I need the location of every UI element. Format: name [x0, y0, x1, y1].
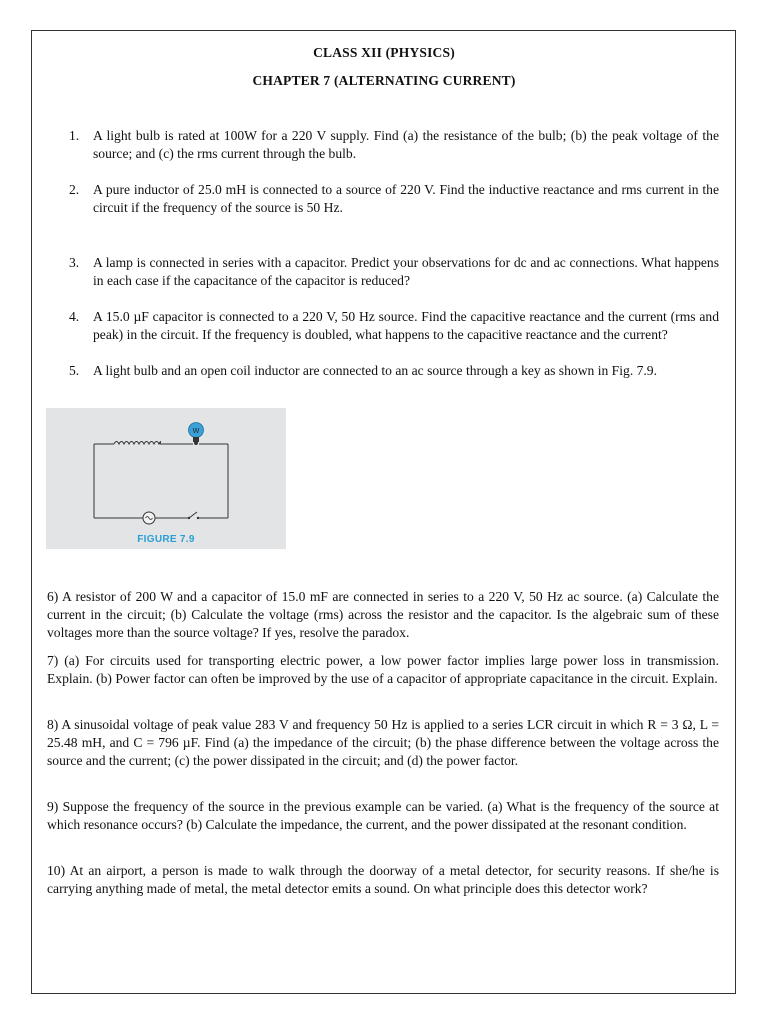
question-10: 10) At an airport, a person is made to walk through the doorway of a metal detector, for security reasons. If she/he is carrying anything made of metal, the metal detector emits a sound. On what principle does this detector work? — [47, 863, 719, 896]
question-6: 6) A resistor of 200 W and a capacitor of 15.0 mF are connected in series to a 220 V, 50 Hz ac source. (a) Calculate the current in the circuit; (b) Calculate the voltage (rms) across the resistor and the capacitor. Is the algebraic sum of these voltages more than the source voltage? If yes, resolve the paradox. — [47, 589, 719, 640]
class-title: CLASS XII (PHYSICS) — [313, 45, 455, 60]
question-number: 3. — [69, 255, 80, 270]
chapter-title: CHAPTER 7 (ALTERNATING CURRENT) — [252, 73, 516, 88]
question-3 — [69, 254, 719, 290]
question-number: 5. — [69, 363, 80, 378]
open-key-switch-icon — [188, 512, 199, 519]
question-text: A lamp is connected in series with a capacitor. Predict your observations for dc and ac connections. What happens in each case if the capacitance of the capacitor is reduced? — [93, 255, 719, 288]
question-5 — [69, 362, 719, 380]
question-text: A pure inductor of 25.0 mH is connected to a source of 220 V. Find the inductive reactance and rms current in the circuit if the frequency of the source is 50 Hz. — [93, 182, 719, 215]
bulb-filament-label: W — [192, 428, 200, 435]
question-7: 7) (a) For circuits used for transporting electric power, a low power factor implies large power loss in transmission. Explain. (b) Power factor can often be improved by the use of a capacitor of appropriate capacitance in the circuit. Explain. — [47, 653, 719, 686]
question-2 — [69, 181, 719, 217]
question-1 — [69, 127, 719, 163]
question-8: 8) A sinusoidal voltage of peak value 283 V and frequency 50 Hz is applied to a series LCR circuit in which R = 3 Ω, L = 25.48 mH, and C = 796 µF. Find (a) the impedance of the circuit; (b) the phase difference between the voltage across the source and the current; (c) the power dissipated in the circuit; and (d) the power factor. — [47, 717, 719, 768]
question-text: A light bulb is rated at 100W for a 220 V supply. Find (a) the resistance of the bulb; (b) the peak voltage of the source; and (c) the rms current through the bulb. — [93, 128, 719, 161]
question-text: A 15.0 µF capacitor is connected to a 220 V, 50 Hz source. Find the capacitive reactance and the current (rms and peak) in the circuit. If the frequency is doubled, what happens to the capacitive reactance and the current? — [93, 309, 719, 342]
question-9: 9) Suppose the frequency of the source in the previous example can be varied. (a) What is the frequency of the source at which resonance occurs? (b) Calculate the impedance, the current, and the power dissipated at the resonant condition. — [47, 799, 719, 832]
question-number: 1. — [69, 128, 80, 143]
light-bulb-icon — [189, 423, 204, 446]
circuit-diagram — [46, 408, 286, 549]
inductor-coil-icon — [114, 442, 161, 445]
figure-7-9 — [46, 408, 286, 549]
figure-caption: FIGURE 7.9 — [137, 534, 195, 545]
ac-source-icon — [143, 512, 155, 524]
question-text: A light bulb and an open coil inductor are connected to an ac source through a key as shown in Fig. 7.9. — [93, 363, 658, 378]
question-number: 4. — [69, 309, 80, 324]
question-number: 2. — [69, 182, 80, 197]
question-4 — [69, 308, 719, 344]
